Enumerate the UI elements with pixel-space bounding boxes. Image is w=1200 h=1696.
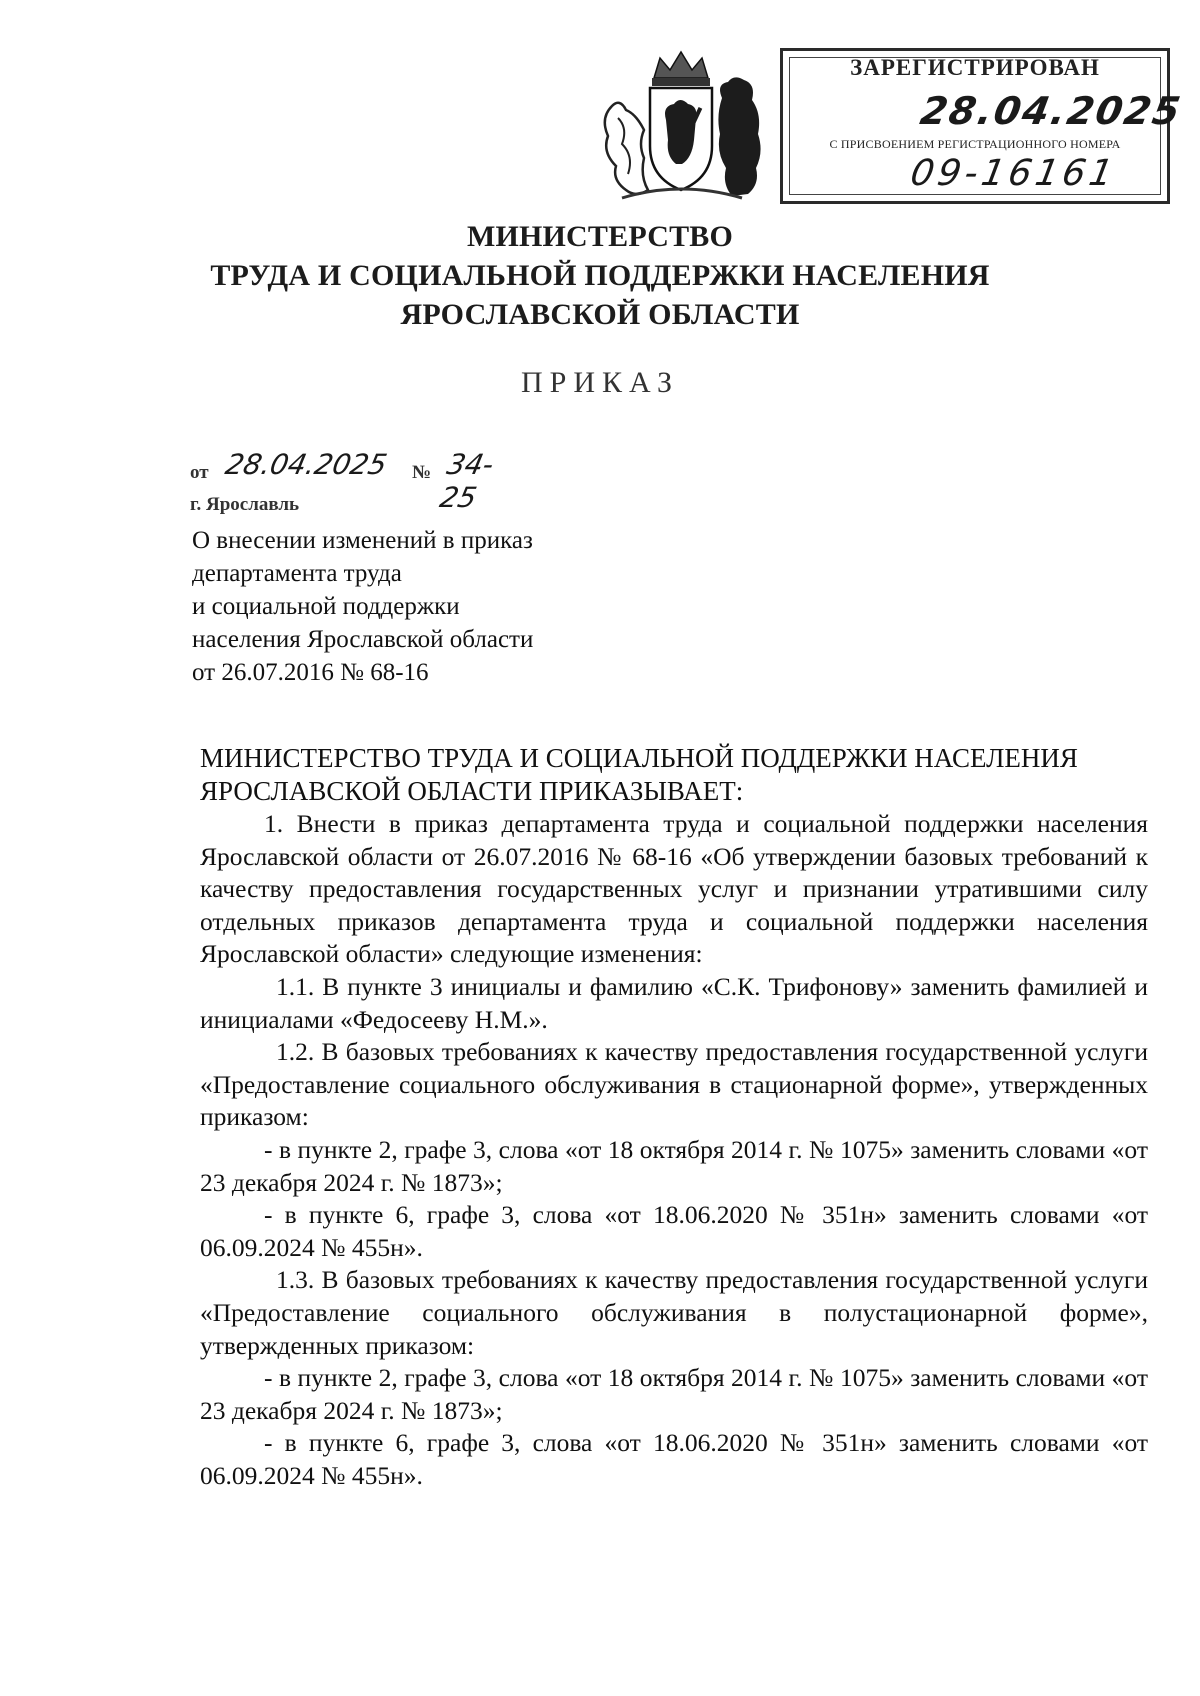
paragraph-1-3: 1.3. В базовых требованиях к качеству предоставления государственной услуги «Предоставление социального обслуживания в полустационарной форме», утвержденных приказом: <box>200 1265 1148 1360</box>
city-name: г. Ярославль <box>190 494 300 515</box>
stamp-caption: С ПРИСВОЕНИЕМ РЕГИСТРАЦИОННОГО НОМЕРА <box>829 137 1121 151</box>
paragraph-1-3-item-b: - в пункте 6, графе 3, слова «от 18.06.2020 № 351н» заменить словами «от 06.09.2024 № 455н». <box>200 1428 1148 1490</box>
subject-line: и социальной поддержки <box>192 593 460 620</box>
ministry-title-line-1: МИНИСТЕРСТВО <box>466 220 734 253</box>
order-body <box>200 742 1148 1492</box>
document-type-title: ПРИКАЗ <box>521 366 679 399</box>
number-label: № <box>412 462 432 483</box>
subject-line: О внесении изменений в приказ <box>192 527 533 554</box>
paragraph-1: 1. Внести в приказ департамента труда и социальной поддержки населения Ярославской области от 26.07.2016 № 68-16 «Об утверждении базовых требований к качеству предоставления государственных услуг и признании утратившими силу отдельных приказов департамента труда и социальной поддержки населения Ярославской области» следующие изменения: <box>200 809 1148 969</box>
paragraph-1-2-item-a: - в пункте 2, графе 3, слова «от 18 октября 2014 г. № 1075» заменить словами «от 23 декабря 2024 г. № 1873»; <box>200 1134 1148 1197</box>
paragraph-1-2-item-b: - в пункте 6, графе 3, слова «от 18.06.2020 № 351н» заменить словами «от 06.09.2024 № 455н». <box>200 1200 1148 1262</box>
paragraph-1-1: 1.1. В пункте 3 инициалы и фамилию «С.К. Трифонову» заменить фамилией и инициалами «Федосееву Н.М.». <box>200 971 1148 1034</box>
stamp-title: ЗАРЕГИСТРИРОВАН <box>850 55 1100 80</box>
ministry-title-line-3: ЯРОСЛАВСКОЙ ОБЛАСТИ <box>400 298 800 331</box>
order-subject <box>192 524 612 689</box>
order-preamble: МИНИСТЕРСТВО ТРУДА И СОЦИАЛЬНОЙ ПОДДЕРЖКИ НАСЕЛЕНИЯ ЯРОСЛАВСКОЙ ОБЛАСТИ ПРИКАЗЫВАЕТ: <box>200 743 1078 806</box>
order-number: 34-25 <box>436 448 497 514</box>
ministry-title-line-2: ТРУДА И СОЦИАЛЬНОЙ ПОДДЕРЖКИ НАСЕЛЕНИЯ <box>210 259 990 292</box>
yaroslavl-coat-of-arms-icon <box>592 48 770 206</box>
paragraph-1-3-item-a: - в пункте 2, графе 3, слова «от 18 октября 2014 г. № 1075» заменить словами «от 23 декабря 2024 г. № 1873»; <box>200 1363 1148 1425</box>
stamp-date: 28.04.2025 <box>917 89 1186 133</box>
from-label: от <box>190 462 209 483</box>
stamp-registration-number: 09-16161 <box>907 153 1120 194</box>
subject-line: населения Ярославской области <box>192 626 534 653</box>
registration-stamp <box>780 48 1186 204</box>
order-date: 28.04.2025 <box>222 448 390 481</box>
paragraph-1-2: 1.2. В базовых требованиях к качеству предоставления государственной услуги «Предоставление социального обслуживания в стационарной форме», утвержденных приказом: <box>200 1037 1148 1132</box>
subject-line: департамента труда <box>192 560 402 587</box>
subject-line: от 26.07.2016 № 68-16 <box>192 659 429 686</box>
